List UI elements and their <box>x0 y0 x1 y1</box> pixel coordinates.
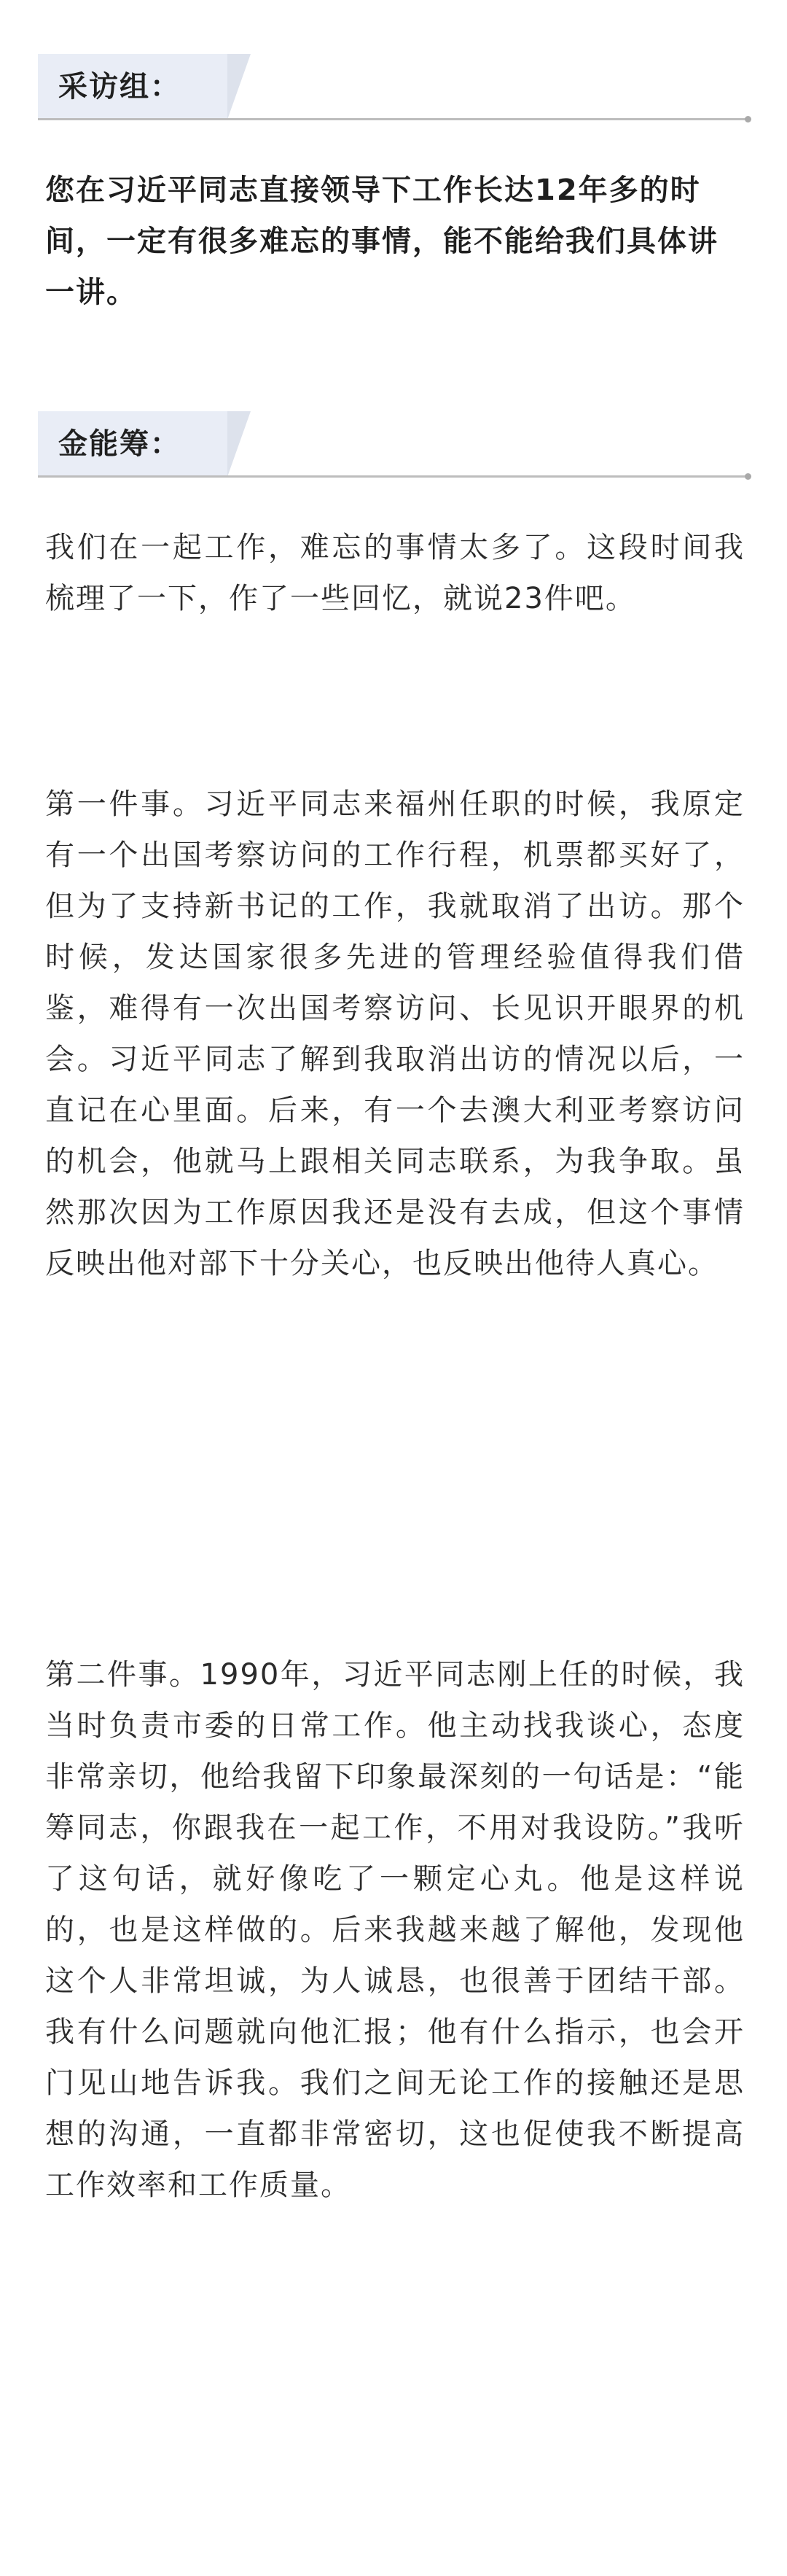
answer-paragraph-2: 第一件事。习近平同志来福州任职的时候，我原定有一个出国考察访问的工作行程，机票都买好了，但为了支持新书记的工作，我就取消了出访。那个时候，发达国家很多先进的管理经验值得我们借鉴，难得有一次出国考察访问、长见识开眼界的机会。习近平同志了解到我取消出访的情况以后，一直记在心里面。后来，有一个去澳大利亚考察访问的机会，他就马上跟相关同志联系，为我争取。虽然那次因为工作原因我还是没有去成，但这个事情反映出他对部下十分关心，也反映出他待人真心。 <box>45 787 745 1280</box>
question-text: 您在习近平同志直接领导下工作长达12年多的时间，一定有很多难忘的事情，能不能给我们具体讲一讲。 <box>45 174 719 309</box>
speaker-tag <box>38 411 227 477</box>
divider-dot <box>745 116 751 122</box>
speaker-label-interviewer: 采访组： <box>58 70 181 104</box>
tag-fold <box>227 411 251 477</box>
answer-paragraph-3: 第二件事。1990年，习近平同志刚上任的时候，我当时负责市委的日常工作。他主动找我谈心，态度非常亲切，他给我留下印象最深刻的一句话是：“能筹同志，你跟我在一起工作，不用对我设防。”我听了这句话，就好像吃了一颗定心丸。他是这样说的，也是这样做的。后来我越来越了解他，发现他这个人非常坦诚，为人诚恳，也很善于团结干部。我有什么问题就向他汇报；他有什么指示，也会开门见山地告诉我。我们之间无论工作的接触还是思想的沟通，一直都非常密切，这也促使我不断提高工作效率和工作质量。 <box>45 1658 745 2202</box>
answer-paragraph-1: 我们在一起工作，难忘的事情太多了。这段时间我梳理了一下，作了一些回忆，就说23件吧。 <box>45 531 745 615</box>
speaker-tag <box>38 54 227 120</box>
tag-fold <box>227 54 251 120</box>
divider-line <box>38 118 746 120</box>
speaker-label-interviewee: 金能筹： <box>58 427 181 461</box>
interviewee-heading <box>38 400 752 480</box>
divider-line <box>38 475 746 478</box>
divider-dot <box>745 473 751 480</box>
interviewer-heading <box>38 42 752 122</box>
